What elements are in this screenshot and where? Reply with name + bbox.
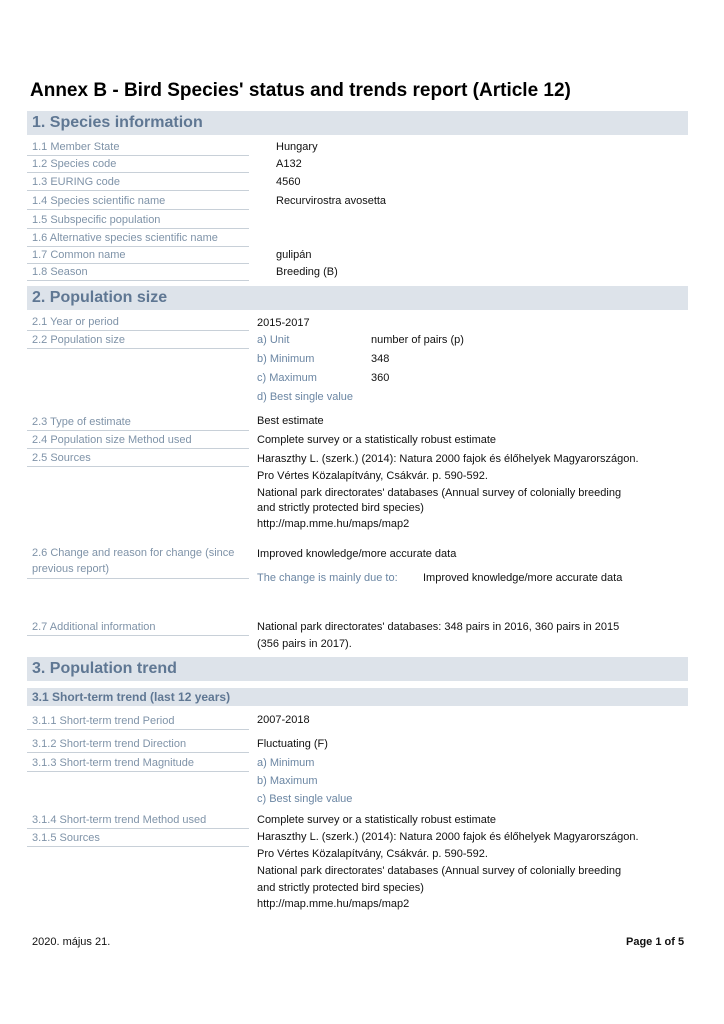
label-sources: 2.5 Sources	[27, 450, 249, 467]
label-common-name: 1.7 Common name	[27, 247, 249, 264]
additional-line: (356 pairs in 2017).	[257, 638, 352, 650]
label-subspecific-population: 1.5 Subspecific population	[27, 212, 249, 229]
sources-line: Haraszthy L. (szerk.) (2014): Natura 2000 fajok és élőhelyek Magyarországon.	[257, 453, 639, 465]
value-change-reason: Improved knowledge/more accurate data	[257, 548, 457, 560]
footer-page-current: 1	[655, 936, 662, 948]
section-short-term-trend: 3.1 Short-term trend (last 12 years)	[27, 688, 688, 706]
sublabel-maximum: c) Maximum	[257, 372, 317, 384]
sources-line: and strictly protected bird species)	[257, 502, 424, 514]
trend-sources-line: Pro Vértes Közalapítvány, Csákvár. p. 590-592.	[257, 848, 488, 860]
value-maximum: 360	[371, 372, 390, 384]
value-unit: number of pairs (p)	[371, 334, 464, 346]
trend-sources-line: and strictly protected bird species)	[257, 882, 424, 894]
additional-line: National park directorates' databases: 348 pairs in 2016, 360 pairs in 2015	[257, 621, 620, 633]
value-change-due: Improved knowledge/more accurate data	[423, 572, 623, 584]
trend-sources-line: http://map.mme.hu/maps/map2	[257, 898, 410, 910]
footer-page-number	[626, 936, 684, 948]
label-season: 1.8 Season	[27, 264, 249, 281]
value-common-name: gulipán	[276, 249, 312, 261]
value-method-used: Complete survey or a statistically robust estimate	[257, 434, 497, 446]
label-additional-information: 2.7 Additional information	[27, 619, 249, 636]
section-species-information: 1. Species information	[27, 111, 688, 135]
sources-line: Pro Vértes Közalapítvány, Csákvár. p. 590-592.	[257, 470, 488, 482]
value-year-period: 2015-2017	[257, 317, 310, 329]
sublabel-trend-minimum: a) Minimum	[257, 757, 315, 769]
label-method-used: 2.4 Population size Method used	[27, 432, 249, 449]
label-member-state: 1.1 Member State	[27, 139, 249, 156]
label-trend-method: 3.1.4 Short-term trend Method used	[27, 812, 249, 829]
sublabel-best-single-value: d) Best single value	[257, 391, 353, 403]
trend-sources-line: National park directorates' databases (Annual survey of colonially breeding	[257, 865, 622, 877]
label-year-period: 2.1 Year or period	[27, 314, 249, 331]
value-euring-code: 4560	[276, 176, 301, 188]
value-minimum: 348	[371, 353, 390, 365]
value-trend-method: Complete survey or a statistically robust estimate	[257, 814, 497, 826]
page-title: Annex B - Bird Species' status and trends report (Article 12)	[30, 80, 571, 101]
value-trend-direction: Fluctuating (F)	[257, 738, 328, 750]
footer-page-prefix: Page	[626, 936, 656, 948]
label-trend-sources: 3.1.5 Sources	[27, 830, 249, 847]
sublabel-minimum: b) Minimum	[257, 353, 315, 365]
section-population-trend: 3. Population trend	[27, 657, 688, 681]
sublabel-change-due: The change is mainly due to:	[257, 572, 398, 584]
sublabel-unit: a) Unit	[257, 334, 290, 346]
label-change-reason: 2.6 Change and reason for change (since previous report)	[27, 545, 249, 579]
label-type-of-estimate: 2.3 Type of estimate	[27, 414, 249, 431]
footer-page-of: of	[661, 936, 678, 948]
label-euring-code: 1.3 EURING code	[27, 174, 249, 191]
sublabel-trend-maximum: b) Maximum	[257, 775, 318, 787]
sources-line: National park directorates' databases (Annual survey of colonially breeding	[257, 487, 622, 499]
value-member-state: Hungary	[276, 141, 318, 153]
value-season: Breeding (B)	[276, 266, 338, 278]
label-scientific-name: 1.4 Species scientific name	[27, 193, 249, 210]
label-alternative-name: 1.6 Alternative species scientific name	[27, 230, 249, 247]
value-type-of-estimate: Best estimate	[257, 415, 324, 427]
label-trend-direction: 3.1.2 Short-term trend Direction	[27, 736, 249, 753]
label-population-size: 2.2 Population size	[27, 332, 249, 349]
value-trend-period: 2007-2018	[257, 714, 310, 726]
sources-line: http://map.mme.hu/maps/map2	[257, 518, 410, 530]
value-scientific-name: Recurvirostra avosetta	[276, 195, 387, 207]
label-trend-period: 3.1.1 Short-term trend Period	[27, 713, 249, 730]
label-species-code: 1.2 Species code	[27, 156, 249, 173]
footer-date: 2020. május 21.	[32, 936, 111, 948]
section-population-size: 2. Population size	[27, 286, 688, 310]
value-species-code: A132	[276, 158, 302, 170]
sublabel-trend-best-value: c) Best single value	[257, 793, 353, 805]
footer-page-total: 5	[677, 936, 685, 948]
trend-sources-line: Haraszthy L. (szerk.) (2014): Natura 2000 fajok és élőhelyek Magyarországon.	[257, 831, 639, 843]
label-trend-magnitude: 3.1.3 Short-term trend Magnitude	[27, 755, 249, 772]
